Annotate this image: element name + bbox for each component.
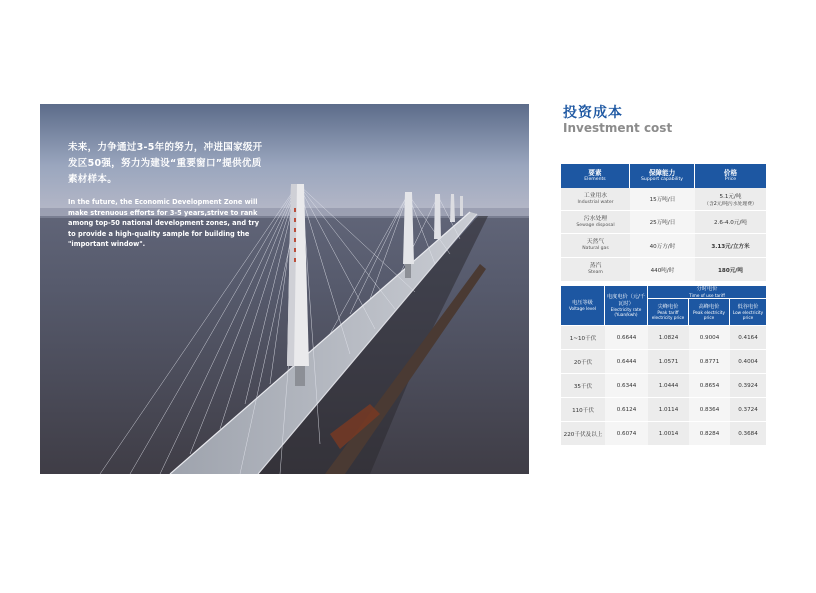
- table-row: [561, 326, 766, 350]
- element-cell: [561, 258, 630, 282]
- valley-cell: 0.4164: [730, 326, 766, 350]
- header-voltage: [561, 286, 605, 326]
- header-valley: [730, 299, 766, 326]
- rate-cell: 0.6344: [605, 374, 648, 398]
- table-row: [561, 258, 766, 282]
- valley-cell: 0.3924: [730, 374, 766, 398]
- element-cn: 工业用水: [583, 192, 608, 199]
- header-sharp: [648, 299, 689, 326]
- element-en: Steam: [588, 270, 603, 275]
- valley-cell: 0.4004: [730, 350, 766, 374]
- sharp-cell: 1.0824: [648, 326, 689, 350]
- table-row: [561, 374, 766, 398]
- voltage-cell: 35千伏: [561, 374, 605, 398]
- voltage-cell: 20千伏: [561, 350, 605, 374]
- header-elements: [561, 164, 630, 188]
- voltage-cell: 1~10千伏: [561, 326, 605, 350]
- valley-cell: 0.3684: [730, 422, 766, 446]
- elec-table-header-top: [561, 286, 766, 299]
- header-tou: [648, 286, 766, 299]
- header-capability: [630, 164, 695, 188]
- table-row: [561, 188, 766, 211]
- header-valley-en: Low electricity price: [732, 310, 764, 321]
- section-title-english: Investment cost: [563, 121, 673, 135]
- header-price-en: Price: [724, 177, 737, 182]
- header-rate: [605, 286, 648, 326]
- element-cell: [561, 188, 630, 211]
- rate-cell: 0.6074: [605, 422, 648, 446]
- header-capability-cn: 保障能力: [648, 169, 676, 177]
- table-row: [561, 350, 766, 374]
- element-en: Natural gas: [582, 246, 609, 251]
- table-row: [561, 422, 766, 446]
- table-row: [561, 398, 766, 422]
- header-peak-en: Peak electricity price: [692, 310, 725, 321]
- element-cn: 天然气: [586, 239, 605, 245]
- element-cell: [561, 211, 630, 234]
- header-rate-cn: 电度电价（元/千瓦时）: [606, 294, 646, 307]
- rate-cell: 0.6444: [605, 350, 648, 374]
- voltage-cell: 110千伏: [561, 398, 605, 422]
- bridge-photo: [40, 104, 529, 474]
- price-cell: 3.13元/立方米: [695, 234, 766, 258]
- capability-cell: 25万吨/日: [630, 211, 695, 234]
- element-cell: [561, 234, 630, 258]
- header-tou-en: Time of use tariff: [689, 292, 725, 298]
- sharp-cell: 1.0444: [648, 374, 689, 398]
- header-sharp-en: Peak tariff electricity price: [651, 310, 685, 321]
- price-cell: [695, 188, 766, 211]
- element-en: Sewage disposal: [576, 222, 615, 228]
- capability-cell: 40万方/时: [630, 234, 695, 258]
- investment-cost-table: [561, 164, 766, 282]
- peak-cell: 0.8654: [689, 374, 730, 398]
- element-cn: 污水处理: [583, 215, 608, 222]
- element-cn: 蒸汽: [589, 263, 602, 269]
- header-elements-en: Elements: [584, 177, 606, 182]
- header-valley-cn: 低谷电价: [737, 303, 759, 310]
- photo-caption: [68, 140, 268, 250]
- sharp-cell: 1.0014: [648, 422, 689, 446]
- capability-cell: 15万吨/日: [630, 188, 695, 211]
- voltage-cell: 220千伏及以上: [561, 422, 605, 446]
- electricity-price-table: [561, 286, 766, 446]
- caption-english: In the future, the Economic Development Zone will make strenuous efforts for 3-5 years,strive to rank among top-50 national development zones, and try to provide a high-quality sample for building the "important window".: [68, 198, 260, 248]
- sharp-cell: 1.0571: [648, 350, 689, 374]
- peak-cell: 0.8284: [689, 422, 730, 446]
- peak-cell: 0.9004: [689, 326, 730, 350]
- header-peak-cn: 高峰电价: [698, 303, 720, 310]
- header-voltage-cn: 电压等级: [572, 299, 593, 306]
- price-cell: 180元/吨: [695, 258, 766, 282]
- section-title-chinese: 投资成本: [563, 105, 623, 121]
- peak-cell: 0.8771: [689, 350, 730, 374]
- element-en: Industrial water: [577, 199, 614, 205]
- table-row: [561, 234, 766, 258]
- header-price: [695, 164, 766, 188]
- cost-table-header: [561, 164, 766, 188]
- header-capability-en: Support capability: [641, 177, 683, 182]
- header-sharp-cn: 尖峰电价: [657, 303, 679, 310]
- price-cell: 2.6-4.0元/吨: [695, 211, 766, 234]
- header-tou-cn: 分时电价: [696, 286, 718, 293]
- header-rate-en: Electricity rate (Yuan/kwh): [610, 307, 642, 317]
- table-row: [561, 211, 766, 234]
- peak-cell: 0.8364: [689, 398, 730, 422]
- header-elements-cn: 要素: [588, 169, 602, 177]
- rate-cell: 0.6644: [605, 326, 648, 350]
- header-price-cn: 价格: [723, 169, 738, 177]
- header-voltage-en: Voltage level: [569, 306, 596, 312]
- valley-cell: 0.3724: [730, 398, 766, 422]
- caption-chinese: 未来，力争通过3-5年的努力，冲进国家级开发区50强，努力为建设“重要窗口”提供优质素材样本。: [68, 142, 263, 185]
- header-peak: [689, 299, 730, 326]
- price-note: （含2元/吨污水处理费）: [704, 201, 757, 207]
- sharp-cell: 1.0114: [648, 398, 689, 422]
- price-value: 5.1元/吨: [719, 193, 742, 200]
- rate-cell: 0.6124: [605, 398, 648, 422]
- capability-cell: 440吨/时: [630, 258, 695, 282]
